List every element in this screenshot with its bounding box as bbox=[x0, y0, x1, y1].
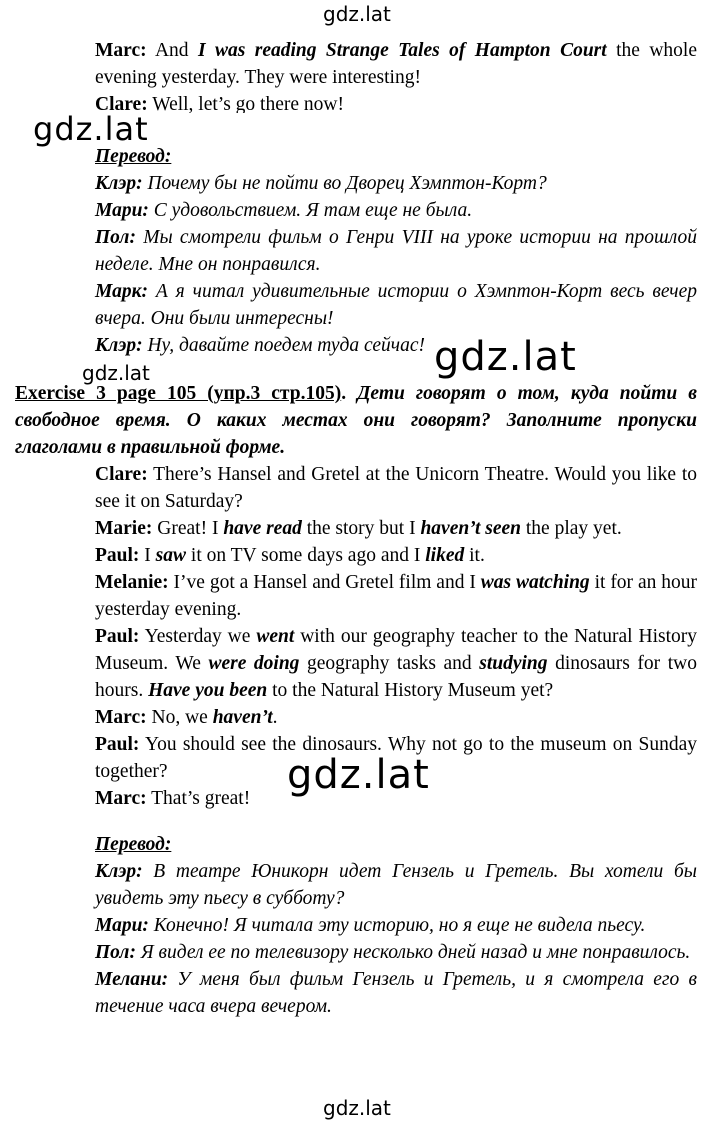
verb-answer: was watching bbox=[480, 572, 590, 593]
translation-line bbox=[95, 332, 697, 359]
line-text: And bbox=[146, 40, 198, 61]
line-text: Ну, давайте поедем туда сейчас! bbox=[142, 335, 425, 356]
top-line-marc bbox=[95, 37, 697, 91]
dialogue-line bbox=[95, 731, 697, 785]
line-text: Well, let’s go there now! bbox=[147, 94, 344, 113]
translation-2 bbox=[95, 831, 697, 1020]
line-text: You should see the dinosaurs. Why not go to the museum on Sunday together? bbox=[95, 734, 697, 782]
line-text: to the Natural History Museum yet? bbox=[267, 680, 554, 701]
translation-heading: Перевод: bbox=[95, 146, 172, 167]
line-text: There’s Hansel and Gretel at the Unicorn Theatre. Would you like to see it on Saturday? bbox=[95, 464, 697, 512]
exercise-heading bbox=[15, 380, 697, 461]
verb-answer: saw bbox=[155, 545, 187, 566]
line-text: Yesterday we bbox=[139, 626, 257, 647]
line-text: I’ve got a Hansel and Gretel film and I bbox=[168, 572, 481, 593]
line-text: That’s great! bbox=[146, 788, 251, 809]
dialogue-line bbox=[95, 569, 697, 623]
watermark-lower: gdz.lat bbox=[283, 752, 434, 798]
exercise-label: Exercise 3 page 105 (упр.3 стр.105) bbox=[15, 383, 342, 404]
line-text: Я видел ее по телевизору несколько дней назад и мне понравилось. bbox=[135, 942, 691, 963]
translation-line bbox=[95, 912, 697, 939]
line-text: dinosaurs for two hours. bbox=[95, 653, 697, 701]
line-text: В театре Юникорн идет Гензель и Гретель. Вы хотели бы увидеть эту пьесу в субботу? bbox=[95, 861, 697, 909]
verb-answer: haven’t bbox=[212, 707, 273, 728]
speaker: Paul: bbox=[95, 545, 140, 566]
watermark-left: gdz.lat bbox=[33, 110, 155, 148]
speaker: Marc: bbox=[95, 788, 147, 809]
line-text: No, we bbox=[146, 707, 213, 728]
speaker: Мелани: bbox=[95, 969, 169, 990]
speaker: Клэр: bbox=[95, 861, 143, 882]
dialogue-line bbox=[95, 542, 697, 569]
watermark-mid: gdz.lat bbox=[430, 334, 581, 380]
dialogue-line bbox=[95, 461, 697, 515]
verb-answer: haven’t seen bbox=[420, 518, 522, 539]
speaker: Paul: bbox=[95, 626, 140, 647]
line-text: . bbox=[272, 707, 278, 728]
speaker: Clare: bbox=[95, 94, 148, 113]
verb-answer: were doing bbox=[208, 653, 300, 674]
verb-answer: liked bbox=[425, 545, 465, 566]
line-text: the story but I bbox=[301, 518, 421, 539]
watermark-small-left: gdz.lat bbox=[82, 361, 150, 385]
translation-line bbox=[95, 224, 697, 278]
speaker: Marc: bbox=[95, 707, 147, 728]
line-text: У меня был фильм Гензель и Гретель, и я смотрела его в течение часа вчера вечером. bbox=[95, 969, 697, 1017]
verb-answer: Have you been bbox=[148, 680, 268, 701]
speaker: Paul: bbox=[95, 734, 140, 755]
line-text: Мы смотрели фильм о Генри VIII на уроке истории на прошлой неделе. Мне он понравился. bbox=[95, 227, 697, 275]
line-text: the whole evening yesterday. They were interesting! bbox=[95, 40, 698, 88]
line-text: with our geography teacher to the Natural History Museum. We bbox=[95, 626, 697, 674]
line-text: it for an hour yesterday evening. bbox=[95, 572, 697, 620]
translation-line bbox=[95, 278, 697, 332]
dialogue-line bbox=[95, 785, 697, 812]
translation-line bbox=[95, 858, 697, 912]
dialogue-line bbox=[95, 623, 697, 704]
line-text: А я читал удивительные истории о Хэмптон-Корт весь вечер вчера. Они были интересны! bbox=[95, 281, 697, 329]
verb-answer: went bbox=[256, 626, 295, 647]
translation-line bbox=[95, 966, 697, 1020]
dialogue-block bbox=[95, 461, 697, 812]
translation-1 bbox=[95, 143, 697, 359]
speaker: Marc: bbox=[95, 40, 147, 61]
speaker: Пол: bbox=[95, 942, 136, 963]
top-line-clare bbox=[95, 91, 697, 113]
speaker: Marie: bbox=[95, 518, 153, 539]
translation-line bbox=[95, 197, 697, 224]
verb-emphasis: I was reading Strange Tales of Hampton Court bbox=[197, 40, 607, 61]
speaker: Пол: bbox=[95, 227, 136, 248]
verb-answer: studying bbox=[479, 653, 548, 674]
speaker: Мари: bbox=[95, 915, 149, 936]
translation-heading: Перевод: bbox=[95, 834, 172, 855]
line-text: Почему бы не пойти во Дворец Хэмптон-Корт? bbox=[142, 173, 547, 194]
watermark-top: gdz.lat bbox=[323, 2, 391, 26]
verb-answer: have read bbox=[223, 518, 302, 539]
watermark-bottom: gdz.lat bbox=[323, 1096, 391, 1120]
speaker: Clare: bbox=[95, 464, 148, 485]
speaker: Melanie: bbox=[95, 572, 169, 593]
line-text: geography tasks and bbox=[299, 653, 480, 674]
dialogue-line bbox=[95, 515, 697, 542]
exercise-dot: . bbox=[341, 383, 347, 404]
line-text: Конечно! Я читала эту историю, но я еще не видела пьесу. bbox=[148, 915, 646, 936]
line-text: Great! I bbox=[152, 518, 224, 539]
speaker: Клэр: bbox=[95, 173, 143, 194]
translation-line bbox=[95, 170, 697, 197]
exercise-task: Дети говорят о том, куда пойти в свободное время. О каких местах они говорят? Заполните пропуски глаголами в правильной форме. bbox=[15, 383, 697, 458]
speaker: Мари: bbox=[95, 200, 149, 221]
translation-line bbox=[95, 939, 697, 966]
line-text: I bbox=[139, 545, 156, 566]
dialogue-line bbox=[95, 704, 697, 731]
speaker: Клэр: bbox=[95, 335, 143, 356]
line-text: it. bbox=[464, 545, 485, 566]
speaker: Марк: bbox=[95, 281, 148, 302]
line-text: the play yet. bbox=[521, 518, 622, 539]
line-text: С удовольствием. Я там еще не была. bbox=[148, 200, 473, 221]
line-text: it on TV some days ago and I bbox=[186, 545, 426, 566]
top-english-block bbox=[95, 37, 697, 113]
